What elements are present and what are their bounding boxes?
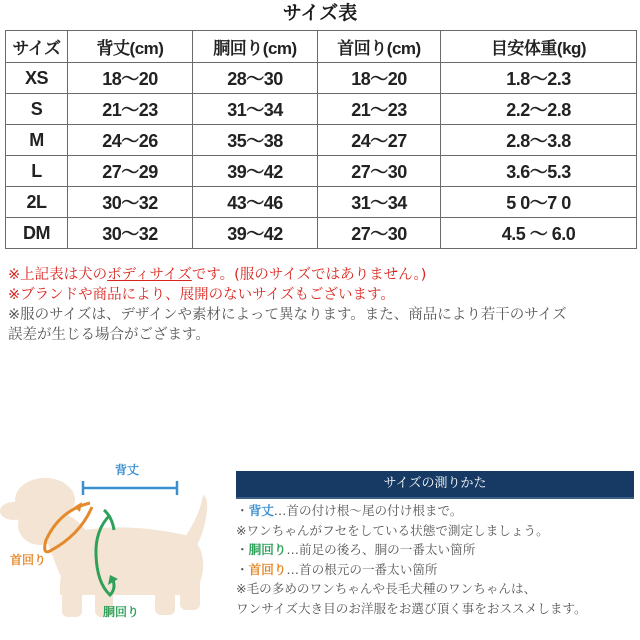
table-row (6, 63, 637, 94)
cell-back-length: 30〜32 (68, 218, 193, 249)
table-row (6, 125, 637, 156)
header-chest-girth: 胴回り(cm) (193, 31, 318, 63)
list-item (236, 501, 634, 521)
list-item (236, 560, 634, 580)
table-header-row (6, 31, 637, 63)
cell-weight: 1.8〜2.3 (441, 63, 637, 94)
cell-size: XS (6, 63, 68, 94)
bullet: ・ (236, 503, 249, 518)
label-neck-girth: 首回り (10, 553, 47, 567)
how-to-measure-panel (236, 471, 634, 619)
bullet: ・ (236, 561, 249, 577)
table-row (6, 218, 637, 249)
cell-chest-girth: 31〜34 (193, 94, 318, 125)
header-back-length: 背丈(cm) (68, 31, 193, 63)
list-item (236, 540, 634, 560)
cell-chest-girth: 43〜46 (193, 187, 318, 218)
label-chest-girth: 胴回り (103, 605, 140, 619)
cell-neck-girth: 21〜23 (318, 94, 441, 125)
note-availability: ※ブランドや商品により、展開のないサイズもございます。 (8, 287, 395, 303)
label-back-length: 背丈 (115, 463, 140, 477)
keyword-chest-girth: 胴回り (248, 542, 287, 558)
note-emphasis: ボディサイズ (107, 267, 192, 283)
cell-back-length: 27〜29 (68, 156, 193, 187)
note-text: ※上記表は犬の (8, 267, 108, 283)
size-table (5, 30, 637, 249)
cell-neck-girth: 27〜30 (318, 218, 441, 249)
table-row (6, 156, 637, 187)
header-size: サイズ (6, 31, 68, 63)
cell-chest-girth: 35〜38 (193, 125, 318, 156)
table-row (6, 187, 637, 218)
list-note: ※ワンちゃんがフセをしている状態で測定しましょう。 (236, 522, 549, 538)
header-neck-girth: 首回り(cm) (318, 31, 441, 63)
how-to-measure-list (236, 499, 634, 619)
measurement-diagram (0, 455, 235, 635)
cell-weight: 5 0〜7 0 (441, 187, 637, 218)
list-note: ワンサイズ大き目のお洋服をお選び頂く事をおススメします。 (236, 600, 587, 616)
item-text: …前足の後ろ、胴の一番太い箇所 (286, 542, 476, 558)
note-body-size (8, 265, 633, 285)
cell-neck-girth: 31〜34 (318, 187, 441, 218)
cell-chest-girth: 39〜42 (193, 156, 318, 187)
keyword-neck-girth: 首回り (248, 561, 287, 577)
cell-neck-girth: 24〜27 (318, 125, 441, 156)
cell-weight: 4.5 〜 6.0 (441, 218, 637, 249)
keyword-back-length: 背丈 (248, 503, 274, 518)
cell-back-length: 18〜20 (68, 63, 193, 94)
table-row (6, 94, 637, 125)
cell-back-length: 30〜32 (68, 187, 193, 218)
cell-neck-girth: 27〜30 (318, 156, 441, 187)
cell-chest-girth: 39〜42 (193, 218, 318, 249)
cell-size: 2L (6, 187, 68, 218)
bullet: ・ (236, 542, 249, 558)
cell-weight: 2.8〜3.8 (441, 125, 637, 156)
item-text: …首の根元の一番太い箇所 (286, 561, 438, 577)
cell-size: M (6, 125, 68, 156)
notes (8, 265, 633, 345)
item-text: …首の付け根〜尾の付け根まで。 (273, 503, 463, 518)
page-title: サイズ表 (282, 2, 358, 24)
cell-size: DM (6, 218, 68, 249)
list-note: ※毛の多めのワンちゃんや長毛犬種のワンちゃんは、 (236, 581, 537, 597)
note-variation-line1: ※服のサイズは、デザインや素材によって異なります。また、商品により若干のサイズ (8, 307, 567, 323)
cell-back-length: 24〜26 (68, 125, 193, 156)
cell-size: L (6, 156, 68, 187)
header-weight: 目安体重(kg) (441, 31, 637, 63)
cell-back-length: 21〜23 (68, 94, 193, 125)
cell-neck-girth: 18〜20 (318, 63, 441, 94)
cell-weight: 2.2〜2.8 (441, 94, 637, 125)
note-text: です。(服のサイズではありません。) (191, 267, 427, 283)
note-variation-line2: 誤差が生じる場合がござます。 (8, 327, 210, 343)
cell-size: S (6, 94, 68, 125)
cell-weight: 3.6〜5.3 (441, 156, 637, 187)
how-to-measure-heading: サイズの測りかた (236, 471, 634, 499)
cell-chest-girth: 28〜30 (193, 63, 318, 94)
